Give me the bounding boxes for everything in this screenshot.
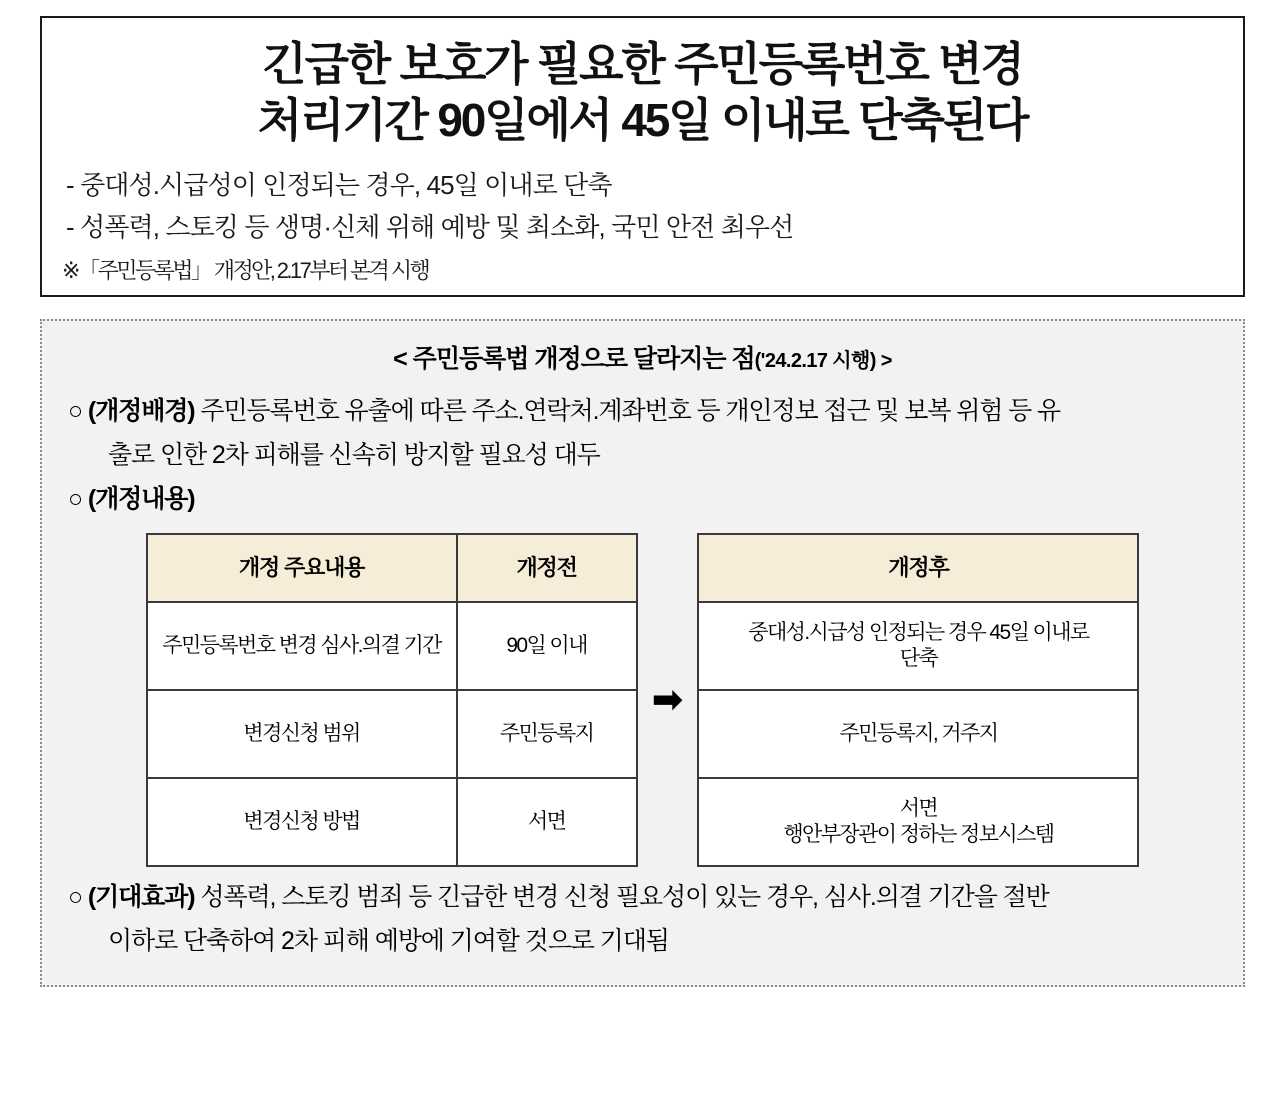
effect-lead: (기대효과) — [87, 883, 195, 912]
headline-bullets — [60, 164, 1225, 248]
cell-item-3: 변경신청 방법 — [147, 778, 457, 866]
table-row — [147, 778, 637, 866]
cell-before-3: 서면 — [457, 778, 637, 866]
before-table-header-row — [147, 534, 637, 602]
col-header-after: 개정후 — [698, 534, 1138, 602]
cell-after-1 — [698, 602, 1138, 690]
panel-title-main: < 주민등록법 개정으로 달라지는 점 — [393, 345, 755, 374]
table-row — [147, 690, 637, 778]
table-row — [147, 602, 637, 690]
cell-after-1-line2: 단축 — [899, 647, 938, 671]
cell-before-2: 주민등록지 — [457, 690, 637, 778]
headline-bullet-2: - 성폭력, 스토킹 등 생명·신체 위해 예방 및 최소화, 국민 안전 최우선 — [66, 212, 794, 243]
headline-line-1: 긴급한 보호가 필요한 주민등록번호 변경 — [262, 38, 1023, 90]
contents-bullet-mark: ○ — [68, 485, 83, 514]
cell-after-3 — [698, 778, 1138, 866]
panel-title-sub: ('24.2.17 시행) > — [754, 350, 892, 373]
cell-after-3-line2: 행안부장관이 정하는 정보시스템 — [783, 823, 1054, 847]
cell-before-1: 90일 이내 — [457, 602, 637, 690]
background-bullet-mark: ○ — [68, 397, 83, 426]
detail-panel — [40, 319, 1245, 987]
arrow-right-icon: ➡ — [651, 679, 684, 722]
table-row — [698, 778, 1138, 866]
after-table-header-row — [698, 534, 1138, 602]
headline-box — [40, 16, 1245, 297]
effect-text: 성폭력, 스토킹 범죄 등 긴급한 변경 신청 필요성이 있는 경우, 심사.의결 기간을 절반 — [200, 883, 1049, 912]
background-text: 주민등록번호 유출에 따른 주소.연락처.계좌번호 등 개인정보 접근 및 보복 위험 등 유 — [200, 397, 1061, 426]
background-paragraph — [68, 391, 1217, 431]
col-header-item: 개정 주요내용 — [147, 534, 457, 602]
table-row — [698, 690, 1138, 778]
effect-paragraph-cont: 이하로 단축하여 2차 피해 예방에 기여할 것으로 기대됨 — [108, 927, 669, 956]
before-table — [146, 533, 638, 867]
comparison-table-area — [68, 533, 1217, 867]
cell-after-2: 주민등록지, 거주지 — [698, 690, 1138, 778]
headline — [60, 36, 1225, 148]
after-table — [697, 533, 1139, 867]
panel-title — [68, 339, 1217, 375]
headline-line-2: 처리기간 90일에서 45일 이내로 단축된다 — [257, 94, 1028, 147]
effect-bullet-mark: ○ — [68, 883, 83, 912]
note-text: 「주민등록법」 개정안, 2.17부터 본격 시행 — [78, 258, 429, 284]
headline-bullet-1: - 중대성.시급성이 인정되는 경우, 45일 이내로 단축 — [66, 170, 612, 201]
contents-paragraph — [68, 479, 1217, 519]
cell-after-3-line1: 서면 — [899, 796, 938, 820]
headline-note — [60, 254, 1225, 285]
background-lead: (개정배경) — [87, 397, 195, 426]
background-paragraph-cont: 출로 인한 2차 피해를 신속히 방지할 필요성 대두 — [108, 441, 600, 470]
col-header-before: 개정전 — [457, 534, 637, 602]
contents-lead: (개정내용) — [87, 485, 195, 514]
cell-item-1: 주민등록번호 변경 심사.의결 기간 — [147, 602, 457, 690]
cell-after-1-line1: 중대성.시급성 인정되는 경우 45일 이내로 — [748, 620, 1089, 644]
note-mark: ※ — [62, 258, 79, 284]
cell-item-2: 변경신청 범위 — [147, 690, 457, 778]
table-row — [698, 602, 1138, 690]
effect-paragraph — [68, 877, 1217, 917]
